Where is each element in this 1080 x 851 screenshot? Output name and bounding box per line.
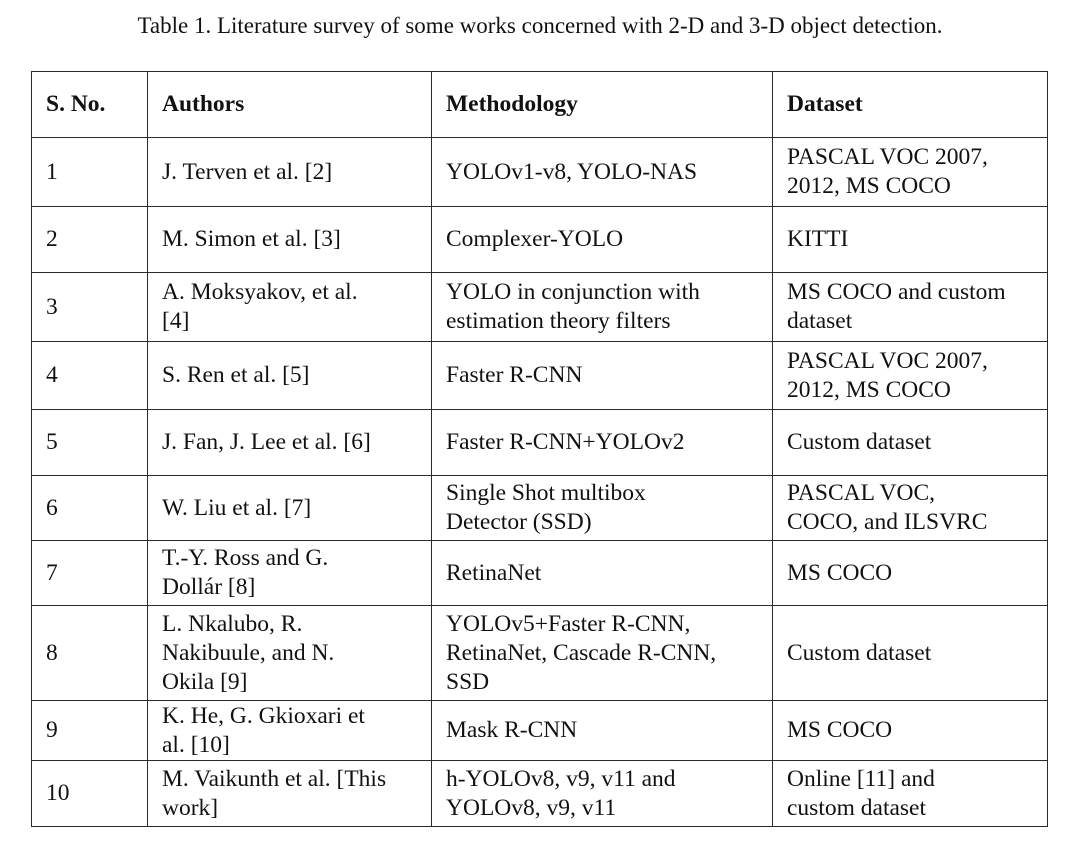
authors-line: [4] (162, 308, 190, 334)
authors-line: Okila [9] (162, 668, 248, 695)
authors-line: A. Moksyakov, et al. (162, 279, 358, 305)
methodology-line: Single Shot multibox (446, 480, 646, 506)
sno-cell (32, 606, 148, 701)
sno-cell (32, 541, 148, 606)
methodology-line: YOLO in conjunction with (446, 279, 700, 305)
methodology-line: Faster R-CNN (446, 362, 583, 388)
table-row (32, 541, 1048, 606)
dataset-line: MS COCO and custom (787, 279, 1006, 305)
authors-cell (148, 207, 432, 273)
authors-cell (148, 701, 432, 761)
sno-cell (32, 342, 148, 410)
authors-cell (148, 138, 432, 207)
header-authors: Authors (148, 72, 432, 138)
authors-line: Nakibuule, and N. (162, 639, 335, 666)
methodology-cell (432, 476, 773, 541)
header-row (32, 72, 1048, 138)
dataset-cell (773, 761, 1048, 827)
methodology-cell (432, 273, 773, 342)
dataset-cell (773, 410, 1048, 476)
authors-cell (148, 761, 432, 827)
sno-cell (32, 761, 148, 827)
methodology-line: Detector (SSD) (446, 509, 592, 535)
dataset-cell (773, 138, 1048, 207)
methodology-cell (432, 342, 773, 410)
sno-line: 3 (46, 293, 58, 320)
table-row (32, 761, 1048, 827)
authors-line: M. Simon et al. [3] (162, 226, 341, 252)
table-caption: Table 1. Literature survey of some works concerned with 2-D and 3-D object detection. (137, 13, 943, 38)
methodology-line: RetinaNet, Cascade R-CNN, (446, 639, 717, 666)
methodology-line: YOLOv5+Faster R-CNN, (446, 610, 691, 637)
methodology-line: Faster R-CNN+YOLOv2 (446, 429, 685, 455)
dataset-cell (773, 541, 1048, 606)
sno-cell (32, 273, 148, 342)
methodology-line: Complexer-YOLO (446, 226, 624, 252)
methodology-line: YOLOv8, v9, v11 (446, 794, 617, 821)
header-sno: S. No. (32, 72, 148, 138)
table-row (32, 273, 1048, 342)
dataset-line: 2012, MS COCO (787, 173, 951, 199)
dataset-cell (773, 273, 1048, 342)
header-methodology: Methodology (432, 72, 773, 138)
dataset-cell (773, 342, 1048, 410)
sno-line: 4 (46, 362, 58, 388)
methodology-cell (432, 410, 773, 476)
table-row (32, 207, 1048, 273)
dataset-line: MS COCO (787, 717, 893, 743)
methodology-line: h-YOLOv8, v9, v11 and (446, 765, 676, 792)
authors-cell (148, 541, 432, 606)
table-row (32, 476, 1048, 541)
sno-line: 8 (46, 639, 58, 666)
authors-line: L. Nkalubo, R. (162, 610, 303, 637)
table-row (32, 138, 1048, 207)
table-body (32, 138, 1048, 827)
dataset-cell (773, 701, 1048, 761)
dataset-line: dataset (787, 308, 853, 334)
sno-cell (32, 207, 148, 273)
dataset-line: 2012, MS COCO (787, 376, 951, 403)
dataset-line: PASCAL VOC, (787, 480, 936, 506)
dataset-line: MS COCO (787, 559, 893, 586)
methodology-cell (432, 761, 773, 827)
sno-line: 1 (46, 158, 58, 185)
sno-line: 7 (46, 559, 58, 586)
sno-cell (32, 476, 148, 541)
authors-line: K. He, G. Gkioxari et (162, 702, 365, 729)
authors-line: J. Fan, J. Lee et al. [6] (162, 429, 371, 455)
methodology-line: YOLOv1-v8, YOLO-NAS (446, 158, 698, 185)
authors-line: al. [10] (162, 731, 230, 758)
dataset-line: KITTI (787, 226, 849, 252)
dataset-line: COCO, and ILSVRC (787, 509, 988, 535)
methodology-line: Mask R-CNN (446, 717, 578, 743)
dataset-cell (773, 476, 1048, 541)
authors-cell (148, 342, 432, 410)
dataset-cell (773, 606, 1048, 701)
authors-line: T.-Y. Ross and G. (162, 545, 329, 571)
methodology-cell (432, 541, 773, 606)
authors-cell (148, 476, 432, 541)
authors-line: S. Ren et al. [5] (162, 362, 310, 388)
methodology-cell (432, 606, 773, 701)
sno-cell (32, 138, 148, 207)
methodology-line: estimation theory filters (446, 308, 671, 334)
literature-survey-table (31, 71, 1048, 827)
dataset-line: PASCAL VOC 2007, (787, 144, 988, 170)
sno-cell (32, 410, 148, 476)
sno-cell (32, 701, 148, 761)
dataset-line: Custom dataset (787, 639, 932, 666)
methodology-line: SSD (446, 668, 490, 695)
methodology-cell (432, 138, 773, 207)
dataset-line: custom dataset (787, 794, 927, 821)
authors-line: M. Vaikunth et al. [This (162, 765, 387, 792)
authors-cell (148, 273, 432, 342)
table-row (32, 342, 1048, 410)
table-row (32, 701, 1048, 761)
sno-line: 6 (46, 494, 58, 521)
sno-line: 5 (46, 429, 58, 455)
sno-line: 9 (46, 717, 58, 743)
methodology-cell (432, 207, 773, 273)
authors-line: W. Liu et al. [7] (162, 494, 312, 521)
dataset-line: PASCAL VOC 2007, (787, 347, 988, 374)
dataset-line: Custom dataset (787, 429, 932, 455)
sno-line: 10 (46, 780, 70, 806)
sno-line: 2 (46, 226, 58, 252)
table-row (32, 410, 1048, 476)
methodology-cell (432, 701, 773, 761)
authors-cell (148, 410, 432, 476)
methodology-line: RetinaNet (446, 559, 542, 586)
dataset-line: Online [11] and (787, 765, 935, 792)
header-dataset: Dataset (773, 72, 1048, 138)
authors-line: J. Terven et al. [2] (162, 158, 333, 185)
authors-line: Dollár [8] (162, 574, 256, 600)
table-row (32, 606, 1048, 701)
authors-line: work] (162, 794, 219, 821)
authors-cell (148, 606, 432, 701)
dataset-cell (773, 207, 1048, 273)
